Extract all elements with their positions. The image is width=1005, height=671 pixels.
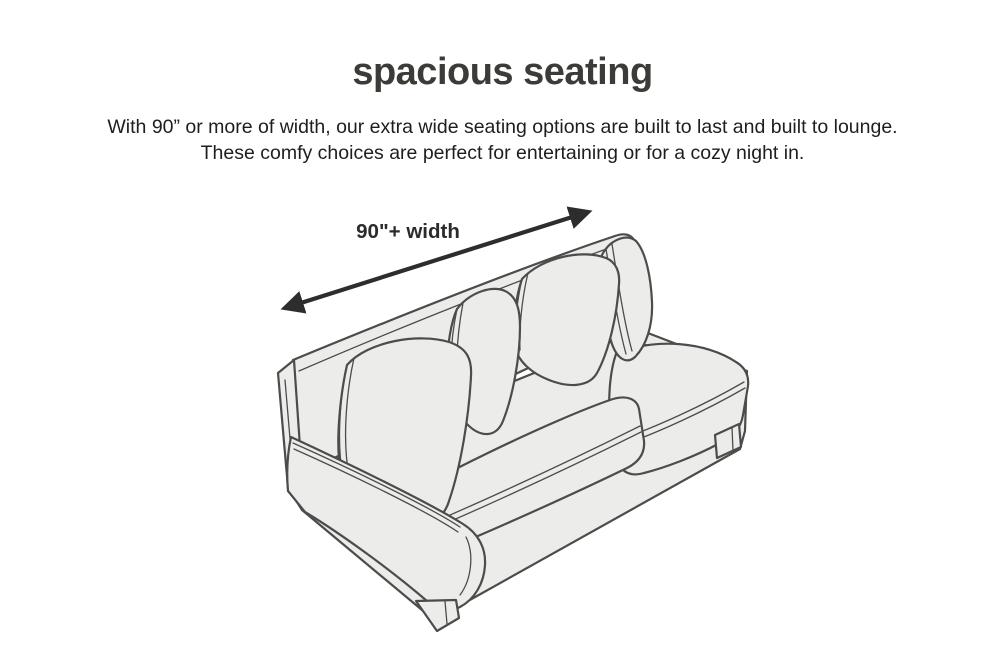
dimension-label: 90"+ width (356, 220, 460, 243)
sofa-drawing (278, 234, 748, 631)
page-title: spacious seating (352, 51, 653, 93)
description-line-2: These comfy choices are perfect for entertaining or for a cozy night in. (200, 142, 805, 164)
description-line-1: With 90” or more of width, our extra wide seating options are built to last and built to lounge. (107, 116, 898, 138)
